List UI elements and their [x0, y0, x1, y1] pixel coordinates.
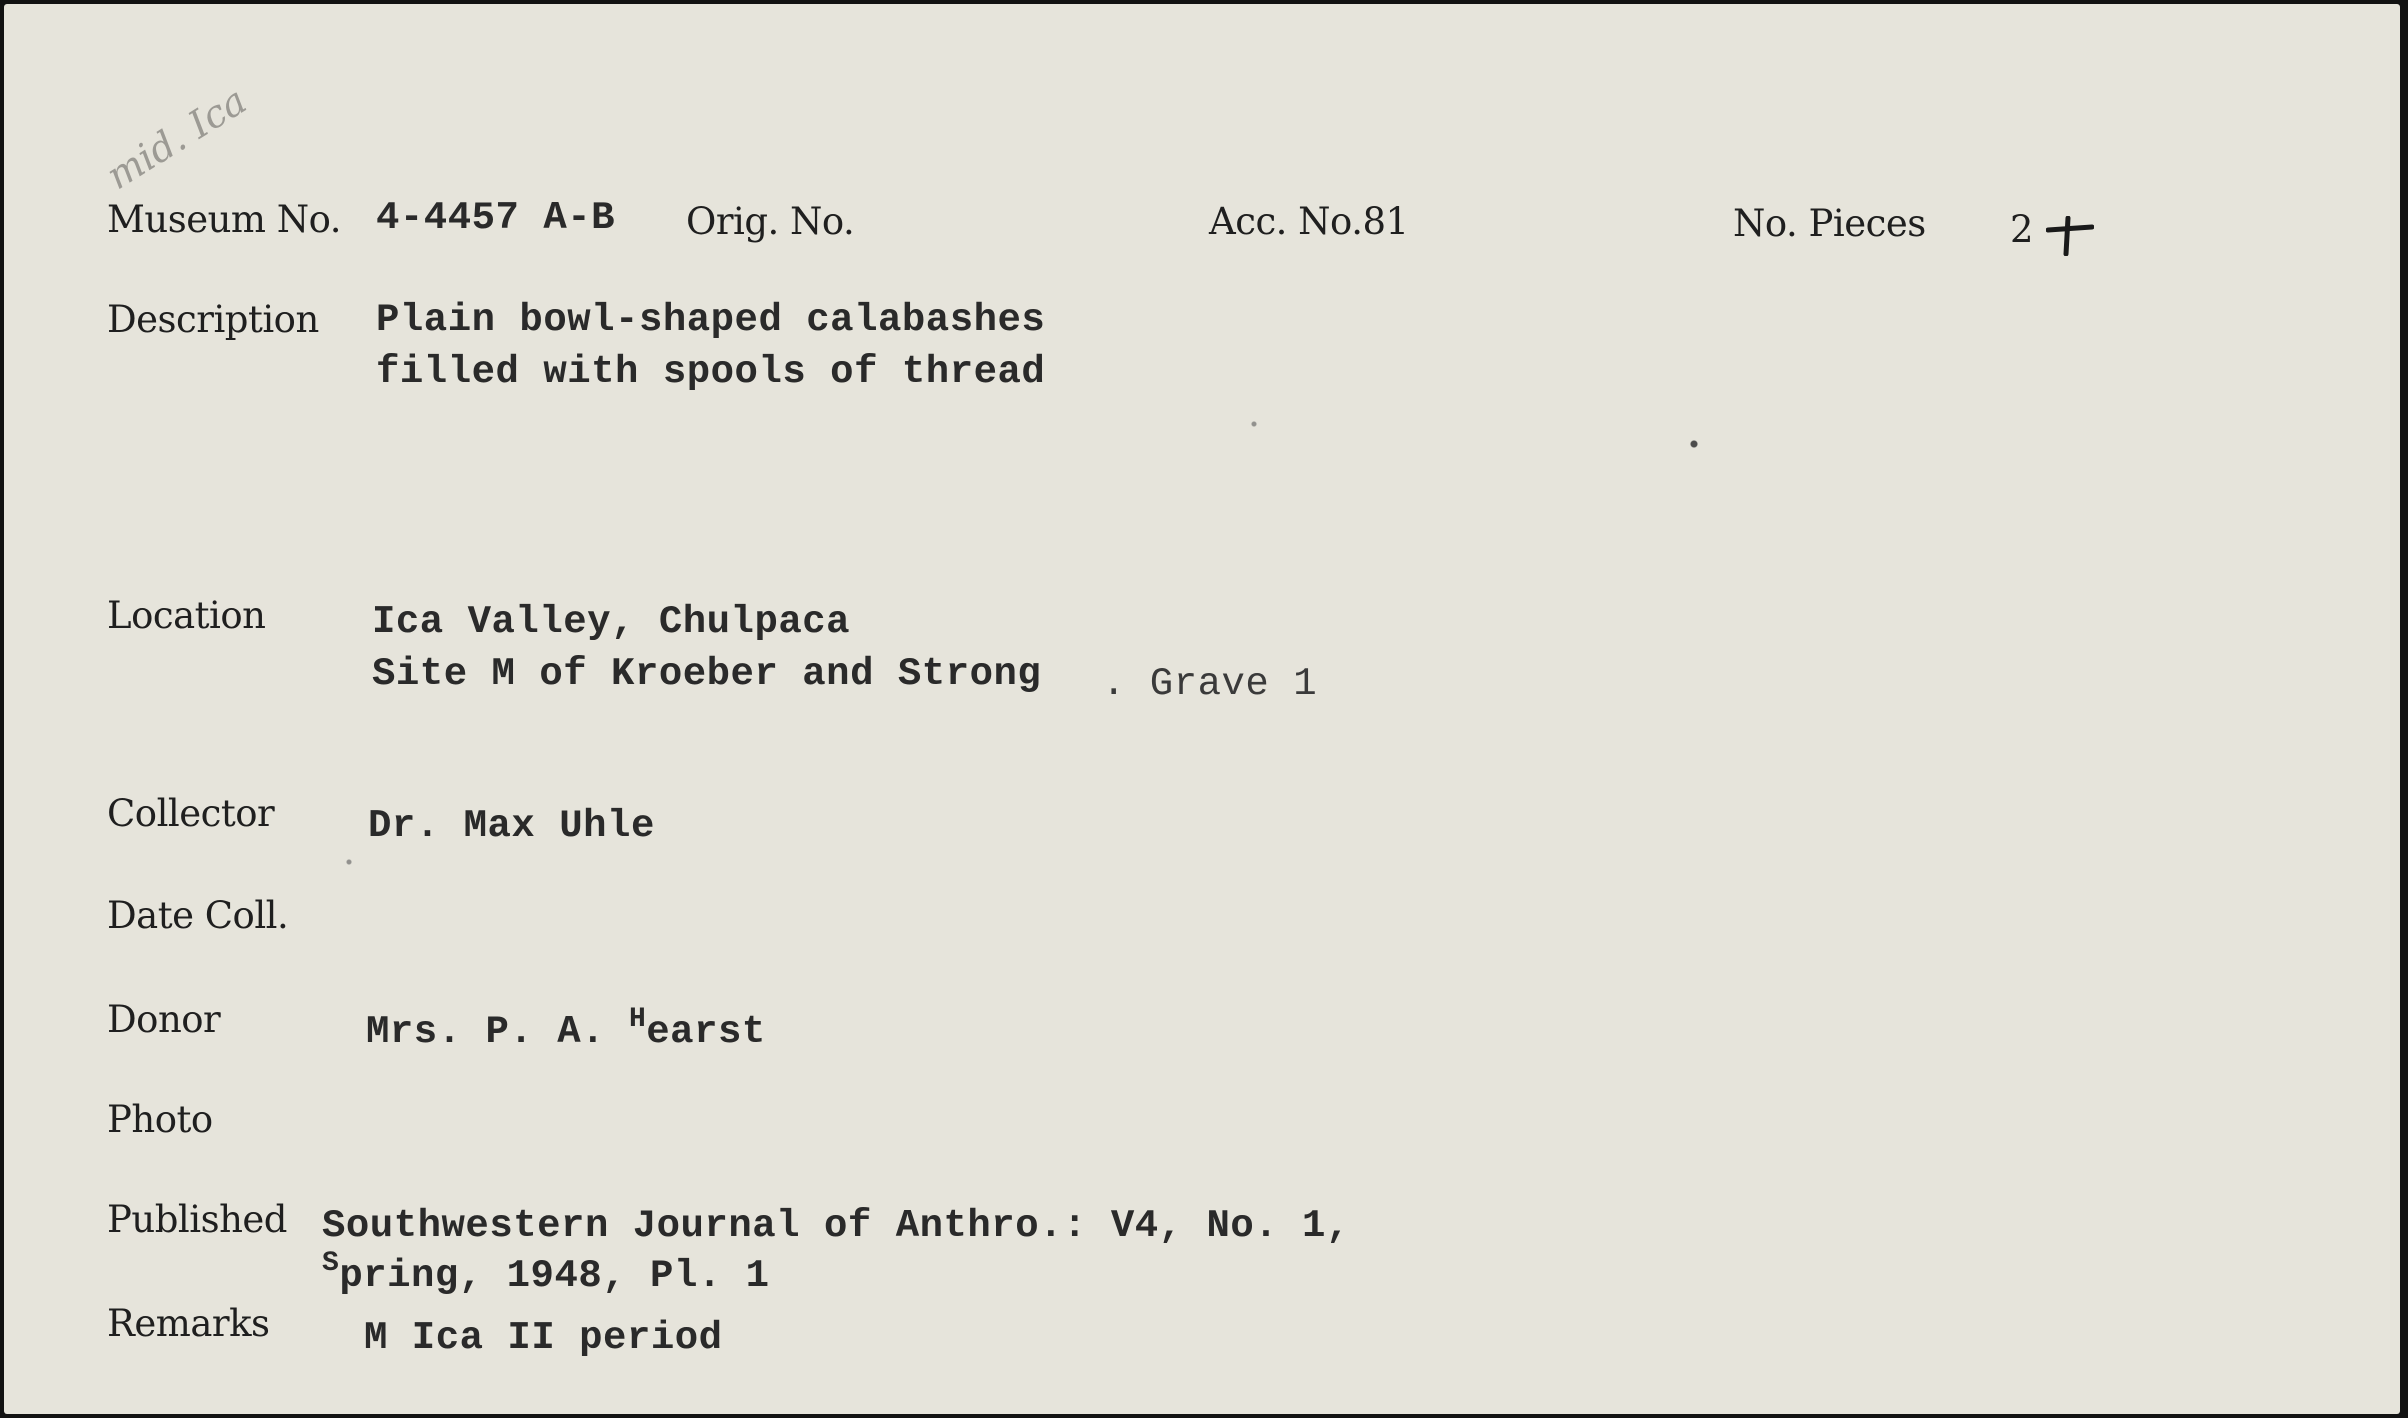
- plus-mark-icon: [2046, 216, 2094, 256]
- location-line-1: Ica Valley, Chulpaca: [372, 600, 851, 644]
- collector-label: Collector: [107, 792, 275, 835]
- location-label: Location: [107, 594, 266, 637]
- acc-no-label-text: Acc. No.: [1209, 200, 1363, 243]
- donor-value-sup: H: [628, 1004, 647, 1035]
- museum-no-label: Museum No.: [107, 198, 342, 241]
- no-pieces-value: 2: [2010, 208, 2034, 251]
- collector-value: Dr. Max Uhle: [368, 804, 655, 848]
- acc-no-value: 81: [1362, 200, 1409, 243]
- donor-value: [366, 1004, 766, 1054]
- location-grave: . Grave 1: [1102, 662, 1318, 706]
- location-line-2: Site M of Kroeber and Strong: [372, 652, 1042, 696]
- remarks-label: Remarks: [107, 1302, 270, 1345]
- donor-value-post: earst: [646, 1010, 766, 1054]
- remarks-value: M Ica II period: [364, 1316, 723, 1360]
- published-label: Published: [107, 1198, 287, 1241]
- handwritten-note: mid. Ica: [98, 78, 254, 198]
- description-line-1: Plain bowl-shaped calabashes: [376, 298, 1046, 342]
- published-line-2-sup: S: [322, 1248, 340, 1279]
- date-coll-label: Date Coll.: [107, 894, 289, 937]
- description-label: Description: [107, 298, 319, 341]
- photo-label: Photo: [107, 1098, 213, 1141]
- published-line-2-text: pring, 1948, Pl. 1: [339, 1254, 770, 1298]
- donor-label: Donor: [107, 998, 221, 1041]
- orig-no-label: Orig. No.: [686, 200, 855, 243]
- catalog-card: [4, 4, 2400, 1414]
- description-line-2: filled with spools of thread: [376, 350, 1046, 394]
- no-pieces-label: No. Pieces: [1733, 202, 1926, 245]
- published-line-1: Southwestern Journal of Anthro.: V4, No. 1,: [322, 1204, 1350, 1248]
- museum-no-value: 4-4457 A-B: [376, 196, 616, 240]
- acc-no-label: [1209, 200, 1409, 243]
- donor-value-pre: Mrs. P. A.: [366, 1010, 629, 1054]
- published-line-2: [322, 1248, 770, 1298]
